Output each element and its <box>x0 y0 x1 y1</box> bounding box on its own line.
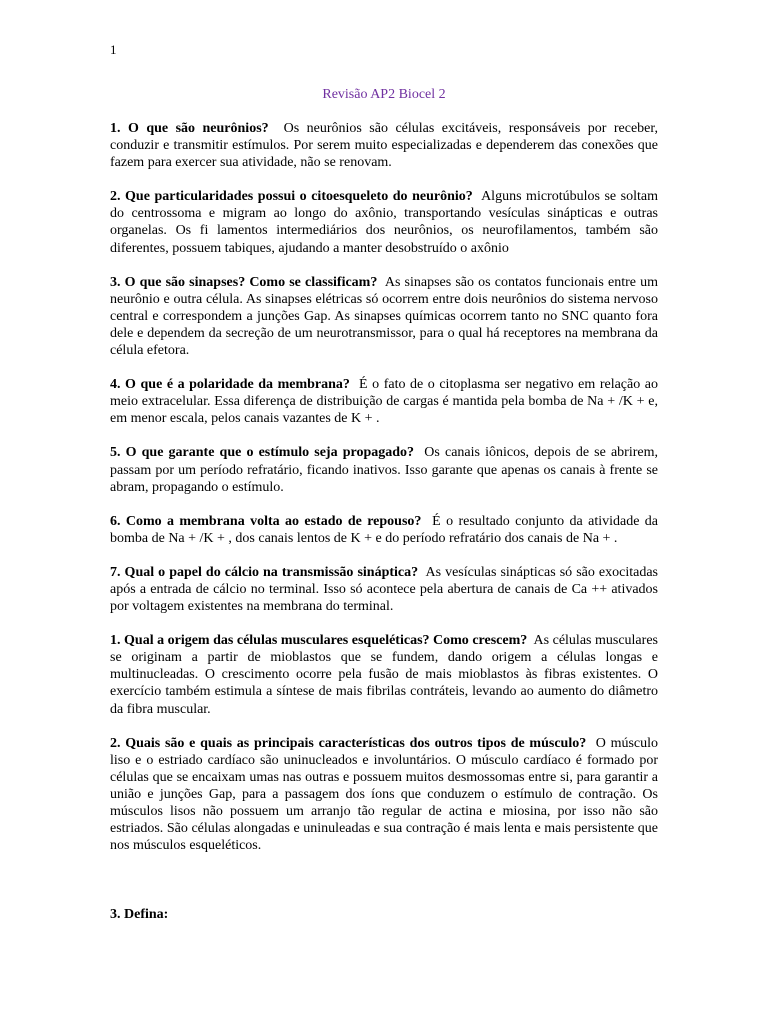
qa-item-2 <box>110 188 658 256</box>
section-heading-define: 3. Defina: <box>110 907 169 922</box>
question: 4. O que é a polaridade da membrana? <box>110 377 350 393</box>
answer: É o resultado conjunto da atividade da bomba de Na + /K + , dos canais lentos de K + e do período refratário dos canais de Na + . <box>110 513 658 546</box>
question: 5. O que garante que o estímulo seja propagado? <box>110 445 415 461</box>
qa-item-3 <box>110 274 658 359</box>
qa-item-4 <box>110 376 658 427</box>
question: 1. Qual a origem das células musculares esqueléticas? Como crescem? <box>110 633 528 649</box>
page-number: 1 <box>110 42 117 57</box>
question: 2. Quais são e quais as principais características dos outros tipos de músculo? <box>110 735 587 751</box>
qa-item-7 <box>110 564 658 615</box>
qa-item-6 <box>110 513 658 547</box>
qa-item-1 <box>110 120 658 171</box>
answer: As vesículas sinápticas só são exocitadas após a entrada de cálcio no terminal. Isso só acontece pela abertura de canais de Ca ++ ativados por voltagem existentes na membrana do terminal. <box>110 564 658 615</box>
question: 6. Como a membrana volta ao estado de repouso? <box>110 513 422 529</box>
answer: Os neurônios são células excitáveis, responsáveis por receber, conduzir e transmitir estímulos. Por serem muito especializadas e dependerem das conexões que fazem para exercer sua atividade, não se renovam. <box>110 121 658 171</box>
question: 7. Qual o papel do cálcio na transmissão sináptica? <box>110 564 419 580</box>
question: 2. Que particularidades possui o citoesqueleto do neurônio? <box>110 189 473 205</box>
qa-item-5 <box>110 444 658 495</box>
qa-item-9 <box>110 735 658 855</box>
document-title: Revisão AP2 Biocel 2 <box>322 87 446 102</box>
answer: As células musculares se originam a partir de mioblastos que se fundem, dando origem a células longas e multinucleadas. O crescimento ocorre pela fusão de mais mioblastos às fibras existentes. O exercício também estimula a síntese de mais fibrilas contráteis, levando ao aumento do diâmetro da fibra muscular. <box>110 633 658 717</box>
answer: É o fato de o citoplasma ser negativo em relação ao meio extracelular. Essa diferença de distribuição de cargas é mantida pela bomba de Na + /K + e, em menor escala, pelos canais vazantes de K + . <box>110 377 659 427</box>
question: 3. O que são sinapses? Como se classificam? <box>110 274 378 290</box>
answer: As sinapses são os contatos funcionais entre um neurônio e outra célula. As sinapses elétricas só ocorrem entre dois neurônios do sistema nervoso central e correspondem a junções Gap. As sinapses químicas ocorrem tanto no SNC quanto fora dele e dependem da secreção de um neurotransmissor, para o qual há receptores na membrana da célula efetora. <box>110 274 658 359</box>
answer: Alguns microtúbulos se soltam do centrossoma e migram ao longo do axônio, transportando vesículas sinápticas e outras organelas. Os fi lamentos intermediários dos neurônios, os neurofilamentos, também são diferentes, possuem tabiques, ajudando a manter desobstruído o axônio <box>110 189 659 256</box>
answer: O músculo liso e o estriado cardíaco são uninucleados e involuntários. O músculo cardíaco é formado por células que se encaixam umas nas outras e possuem muitos desmossomas entre si, para garantir a união e junções Gap, para a passagem dos íons que conduzem o estímulo de contração. Os músculos lisos não possuem um arranjo tão regular de actina e miosina, por isso não são estriados. São células alongadas e uninuleadas e sua contração é mais lenta e mais persistente que nos músculos esqueléticos. <box>110 735 659 854</box>
qa-item-8 <box>110 632 658 717</box>
document-body <box>110 120 658 871</box>
question: 1. O que são neurônios? <box>110 121 269 136</box>
answer: Os canais iônicos, depois de se abrirem, passam por um período refratário, ficando inativos. Isso garante que apenas os canais à frente se abram, propagando o estímulo. <box>110 445 658 495</box>
